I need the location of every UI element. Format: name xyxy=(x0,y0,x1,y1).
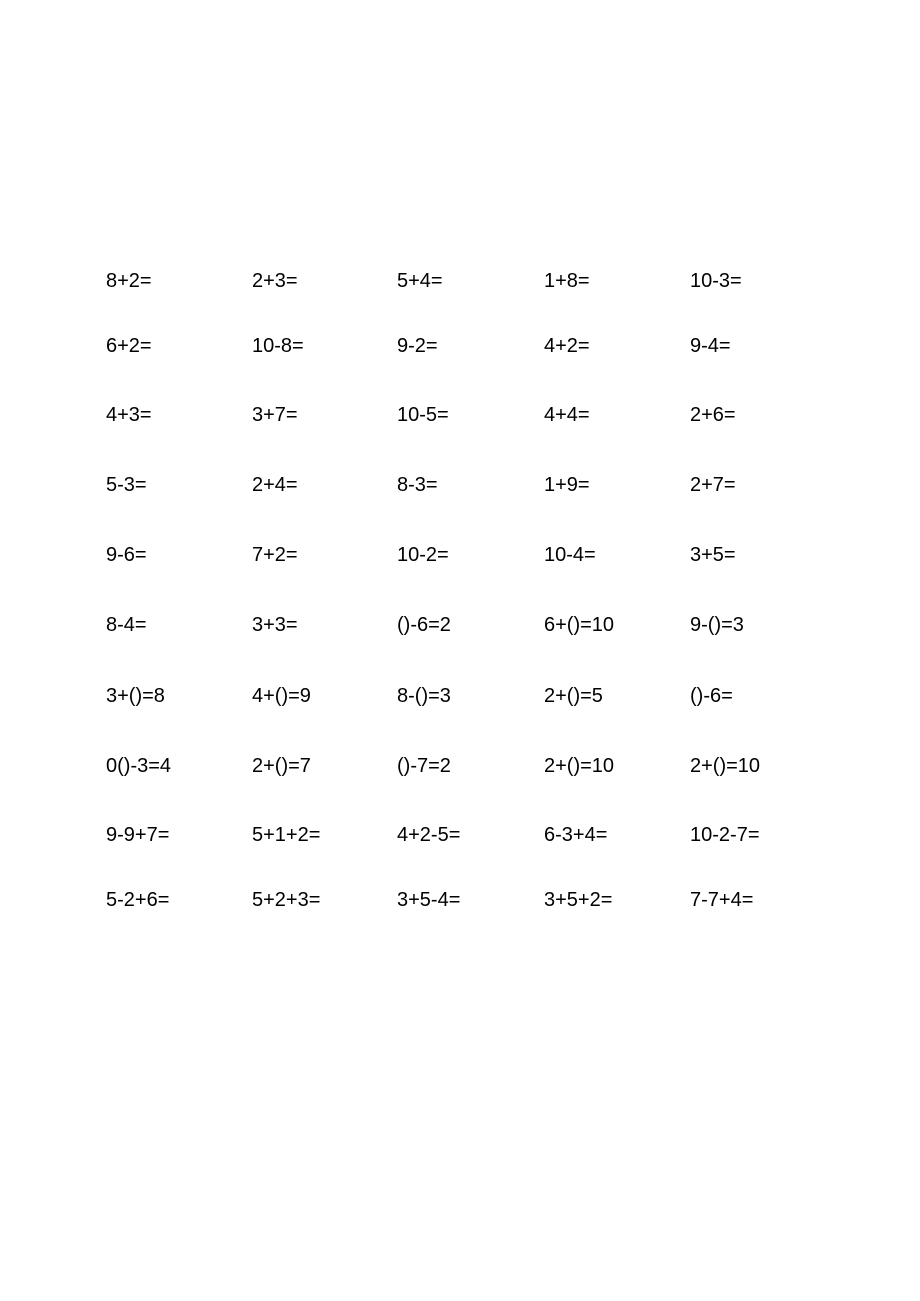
math-problem: 9-9+7= xyxy=(106,824,170,846)
math-problem: 9-2= xyxy=(397,335,438,357)
math-problem: 6+()=10 xyxy=(544,614,615,636)
math-problem: 7-7+4= xyxy=(690,889,754,911)
math-problem: 2+()=7 xyxy=(252,755,311,777)
math-problem: 4+2= xyxy=(544,335,590,357)
math-problem: 3+5= xyxy=(690,544,736,566)
math-problem: 5-3= xyxy=(106,474,147,496)
math-problem: 5+2+3= xyxy=(252,889,321,911)
math-problem: 2+()=10 xyxy=(690,755,761,777)
math-problem: 4+3= xyxy=(106,404,152,426)
math-problem: 9-4= xyxy=(690,335,731,357)
problem-row xyxy=(106,266,826,296)
math-problem: 4+4= xyxy=(544,404,590,426)
math-problem: 3+7= xyxy=(252,404,298,426)
math-problem: 10-8= xyxy=(252,335,304,357)
problem-row xyxy=(106,400,826,430)
problem-row xyxy=(106,885,826,915)
math-problem: 4+2-5= xyxy=(397,824,461,846)
problem-row xyxy=(106,470,826,500)
math-problem: 3+3= xyxy=(252,614,298,636)
math-problem: 3+()=8 xyxy=(106,685,165,707)
math-problem: 8-4= xyxy=(106,614,147,636)
math-problem: 10-3= xyxy=(690,270,742,292)
math-problem: 8-()=3 xyxy=(397,685,451,707)
problem-row xyxy=(106,820,826,850)
math-problem: 2+3= xyxy=(252,270,298,292)
math-problem: ()-6= xyxy=(690,685,733,707)
math-problem: 1+9= xyxy=(544,474,590,496)
math-problem: 2+()=5 xyxy=(544,685,603,707)
math-problem: 10-5= xyxy=(397,404,449,426)
problem-row xyxy=(106,751,826,781)
math-problem: 3+5-4= xyxy=(397,889,461,911)
problem-row xyxy=(106,681,826,711)
math-problem: 2+4= xyxy=(252,474,298,496)
math-problem: 7+2= xyxy=(252,544,298,566)
math-problem: 6-3+4= xyxy=(544,824,608,846)
math-problem: 3+5+2= xyxy=(544,889,613,911)
math-problem: 9-6= xyxy=(106,544,147,566)
math-problem: 2+6= xyxy=(690,404,736,426)
problem-row xyxy=(106,331,826,361)
math-problem: ()-7=2 xyxy=(397,755,451,777)
math-problem: 2+()=10 xyxy=(544,755,615,777)
math-problem: 2+7= xyxy=(690,474,736,496)
problem-row xyxy=(106,540,826,570)
math-problem: 5+4= xyxy=(397,270,443,292)
math-problem: 10-2-7= xyxy=(690,824,760,846)
math-problem: ()-6=2 xyxy=(397,614,451,636)
math-problem: 10-4= xyxy=(544,544,596,566)
math-problem: 6+2= xyxy=(106,335,152,357)
math-problem: 4+()=9 xyxy=(252,685,311,707)
math-problem: 1+8= xyxy=(544,270,590,292)
math-problem: 10-2= xyxy=(397,544,449,566)
math-problem: 8-3= xyxy=(397,474,438,496)
math-problem: 0()-3=4 xyxy=(106,755,172,777)
math-problem: 8+2= xyxy=(106,270,152,292)
problem-row xyxy=(106,610,826,640)
math-problem: 5+1+2= xyxy=(252,824,321,846)
math-problem: 5-2+6= xyxy=(106,889,170,911)
math-problem: 9-()=3 xyxy=(690,614,744,636)
